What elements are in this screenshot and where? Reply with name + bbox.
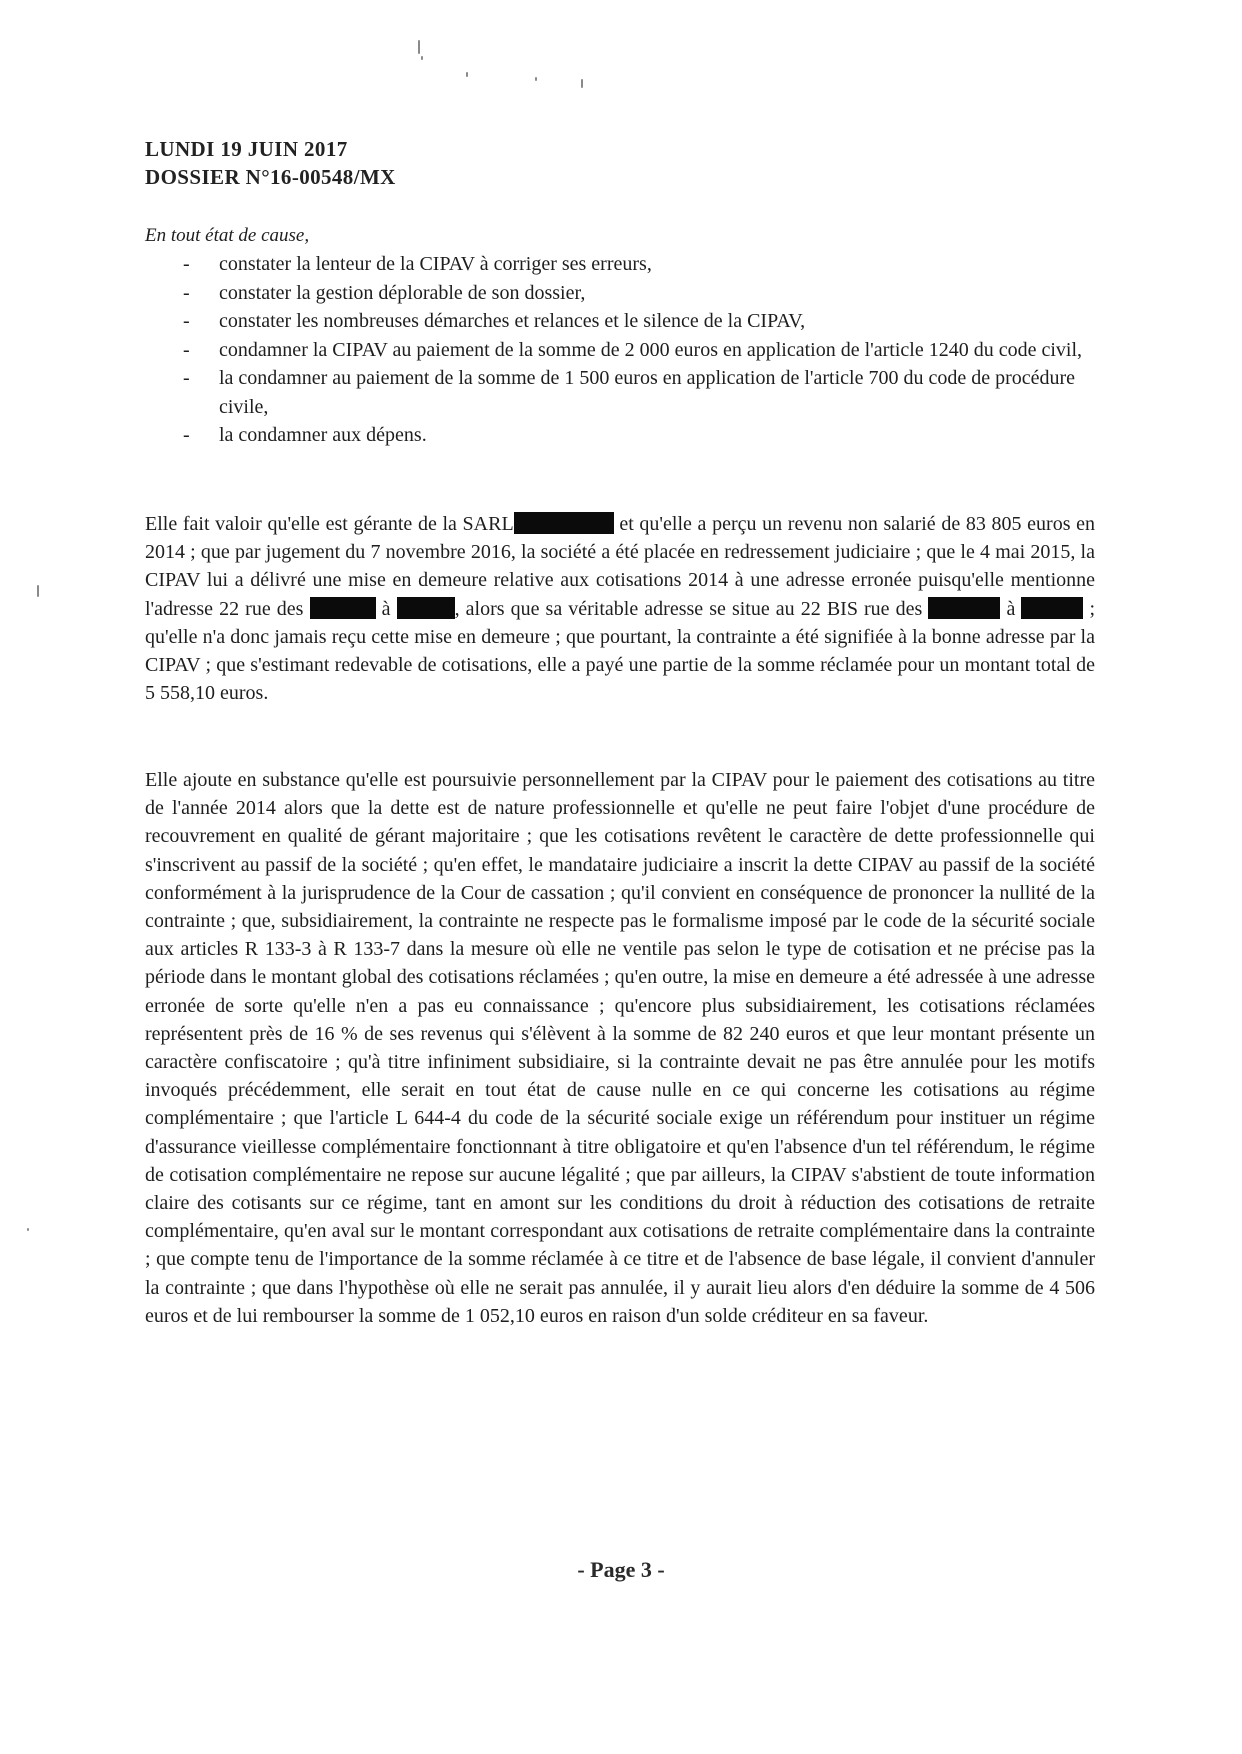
document-header <box>145 135 396 191</box>
header-dossier-number: DOSSIER N°16-00548/MX <box>145 165 396 189</box>
list-item-text: la condamner au paiement de la somme de 1 500 euros en application de l'article 700 du code de procédure civile, <box>219 367 1076 418</box>
intro-line: En tout état de cause, <box>145 225 310 246</box>
list-item-text: condamner la CIPAV au paiement de la somme de 2 000 euros en application de l'article 1240 du code civil, <box>219 338 1083 361</box>
paragraph-text: à <box>1006 597 1016 620</box>
page-number: - Page 3 - <box>577 1557 665 1582</box>
header-date: LUNDI 19 JUIN 2017 <box>145 137 348 161</box>
list-item-text: la condamner aux dépens. <box>219 424 427 446</box>
list-item <box>145 364 1095 421</box>
redaction-box <box>1021 597 1083 619</box>
list-dash: - <box>183 424 190 446</box>
list-dash: - <box>183 367 190 389</box>
list-item <box>145 336 1095 365</box>
list-item <box>145 250 1095 279</box>
paragraph-text: ; qu'elle n'a donc jamais reçu cette mise en demeure ; que pourtant, la contrainte a été signifiée à la bonne adresse par la CIPAV ; que s'estimant redevable de cotisations, elle a payé une partie de la somme réclamée pour un montant total de 5 558,10 euros. <box>145 597 1096 705</box>
claims-list <box>145 250 1095 450</box>
paragraph-text: et qu'elle a perçu un revenu non salarié de 83 805 euros en 2014 ; que par jugement du 7 novembre 2016, la société a été placée en redressement judiciaire ; que le 4 mai 2015, la CIPAV lui a délivré une mise en demeure relative aux cotisations 2014 à une adresse erronée puisqu'elle mentionne l'adresse 22 rue des <box>145 513 1096 620</box>
paragraph-text: Elle fait valoir qu'elle est gérante de la SARL <box>145 513 514 535</box>
paragraph-claims <box>145 510 1095 707</box>
list-item-text: constater la lenteur de la CIPAV à corriger ses erreurs, <box>219 253 652 275</box>
list-dash: - <box>183 310 190 332</box>
redaction-box <box>928 597 1000 619</box>
paragraph-arguments: Elle ajoute en substance qu'elle est poursuivie personnellement par la CIPAV pour le paiement des cotisations au titre de l'année 2014 alors que la dette est de nature professionnelle et qu'elle ne peut faire l'objet d'une procédure de recouvrement en qualité de gérant majoritaire ; que les cotisations revêtent le caractère de dette professionnelle qui s'inscrivent au passif de la société ; qu'en effet, le mandataire judiciaire a inscrit la dette CIPAV au passif de la société conformément à la jurisprudence de la Cour de cassation ; qu'il convient en conséquence de prononcer la nullité de la contrainte ; que, subsidiairement, la contrainte ne respecte pas le formalisme imposé par le code de la sécurité sociale aux articles R 133-3 à R 133-7 dans la mesure où elle ne ventile pas selon le type de cotisation et ne précise pas la période dans le montant global des cotisations réclamées ; qu'en outre, la mise en demeure a été adressée à une adresse erronée de sorte qu'elle n'en a pas eu connaissance ; qu'encore plus subsidiairement, les cotisations réclamées représentent près de 16 % de ses revenus qui s'élèvent à la somme de 82 240 euros et que leur montant présente un caractère confiscatoire ; qu'à titre infiniment subsidiaire, si la contrainte devait ne pas être annulée pour les motifs invoqués précédemment, elle serait en tout état de cause nulle en ce qui concerne les cotisations au régime complémentaire ; que l'article L 644-4 du code de la sécurité sociale exige un référendum pour instituer un régime d'assurance vieillesse complémentaire fonctionnant à titre obligatoire et qu'en l'absence d'un tel référendum, le régime de cotisation complémentaire ne repose sur aucune légalité ; que par ailleurs, la CIPAV s'abstient de toute information claire des cotisants sur ce régime, tant en amont sur les conditions du droit à réduction des cotisations de retraite complémentaire, qu'en aval sur le montant correspondant aux cotisations de retraite complémentaire dans la contrainte ; que compte tenu de l'importance de la somme réclamée à ce titre et de l'absence de base légale, il convient d'annuler la contrainte ; que dans l'hypothèse où elle ne serait pas annulée, il y aurait lieu alors d'en déduire la somme de 4 506 euros et de lui rembourser la somme de 1 052,10 euros en raison d'un solde créditeur en sa faveur. <box>145 769 1095 1327</box>
paragraph-text: à <box>381 597 391 620</box>
list-item <box>145 307 1095 336</box>
list-item <box>145 421 1095 450</box>
redaction-box <box>514 512 614 534</box>
list-dash: - <box>183 338 190 361</box>
list-item-text: constater les nombreuses démarches et relances et le silence de la CIPAV, <box>219 310 806 332</box>
list-dash: - <box>183 253 190 275</box>
list-item <box>145 279 1095 308</box>
redaction-box <box>397 597 455 619</box>
list-item-text: constater la gestion déplorable de son dossier, <box>219 281 586 304</box>
list-dash: - <box>183 281 190 304</box>
paragraph-text: , alors que sa véritable adresse se situe au 22 BIS rue des <box>454 597 923 620</box>
redaction-box <box>310 597 376 619</box>
